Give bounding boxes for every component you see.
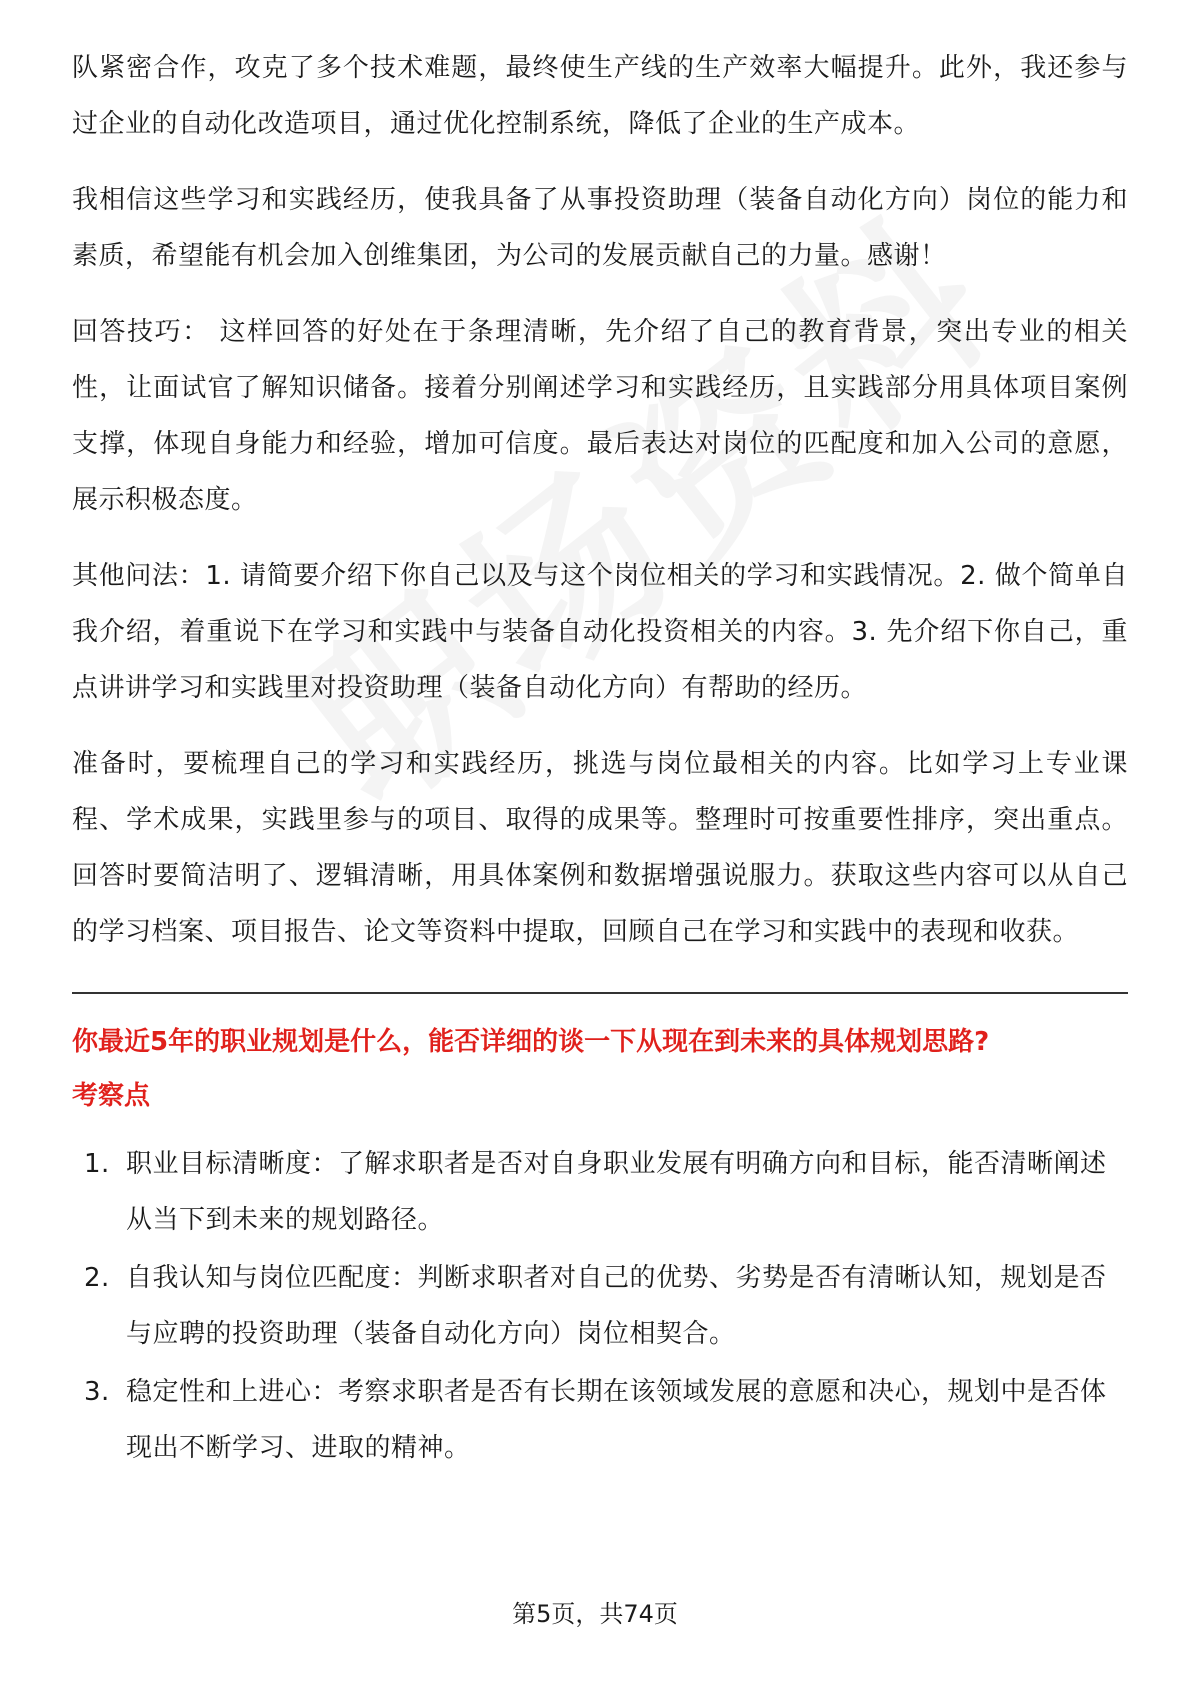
list-item-text: 自我认知与岗位匹配度：判断求职者对自己的优势、劣势是否有清晰认知，规划是否与应聘的投资助理（装备自动化方向）岗位相契合。 [126,1263,1107,1349]
paragraph-other-phrasings: 其他问法：1. 请简要介绍下你自己以及与这个岗位相关的学习和实践情况。2. 做个简单自我介绍，着重说下在学习和实践中与装备自动化投资相关的内容。3. 先介绍下你自己，重点讲讲学习和实践里对投资助理（装备自动化方向）有帮助的经历。 [72,561,1128,703]
paragraph-conclusion: 我相信这些学习和实践经历，使我具备了从事投资助理（装备自动化方向）岗位的能力和素质，希望能有机会加入创维集团，为公司的发展贡献自己的力量。感谢！ [72,185,1128,271]
document-page [72,40,1128,1478]
paragraph-preparation: 准备时，要梳理自己的学习和实践经历，挑选与岗位最相关的内容。比如学习上专业课程、学术成果，实践里参与的项目、取得的成果等。整理时可按重要性排序，突出重点。回答时要简洁明了、逻辑清晰，用具体案例和数据增强说服力。获取这些内容可以从自己的学习档案、项目报告、论文等资料中提取，回顾自己在学习和实践中的表现和收获。 [72,749,1128,947]
assessment-list [72,1136,1128,1476]
page-footer: 第5页，共74页 [512,1600,678,1628]
paragraph-practice-continued: 队紧密合作，攻克了多个技术难题，最终使生产线的生产效率大幅提升。此外，我还参与过企业的自动化改造项目，通过优化控制系统，降低了企业的生产成本。 [72,53,1128,139]
list-item-text: 稳定性和上进心：考察求职者是否有长期在该领域发展的意愿和决心，规划中是否体现出不断学习、进取的精神。 [126,1377,1107,1463]
interview-question: 你最近5年的职业规划是什么，能否详细的谈一下从现在到未来的具体规划思路? [72,1027,990,1057]
list-item-number: 1. [84,1149,110,1179]
section-label-assessment: 考察点 [72,1081,151,1111]
list-item-number: 3. [84,1377,110,1407]
paragraph-answer-tips: 回答技巧： 这样回答的好处在于条理清晰，先介绍了自己的教育背景，突出专业的相关性，让面试官了解知识储备。接着分别阐述学习和实践经历，且实践部分用具体项目案例支撑，体现自身能力和经验，增加可信度。最后表达对岗位的匹配度和加入公司的意愿，展示积极态度。 [72,317,1128,515]
list-item [72,1364,1128,1476]
section-divider [72,992,1128,994]
list-item-text: 职业目标清晰度：了解求职者是否对自身职业发展有明确方向和目标，能否清晰阐述从当下到未来的规划路径。 [126,1149,1107,1235]
list-item-number: 2. [84,1263,110,1293]
list-item [72,1250,1128,1362]
list-item [72,1136,1128,1248]
